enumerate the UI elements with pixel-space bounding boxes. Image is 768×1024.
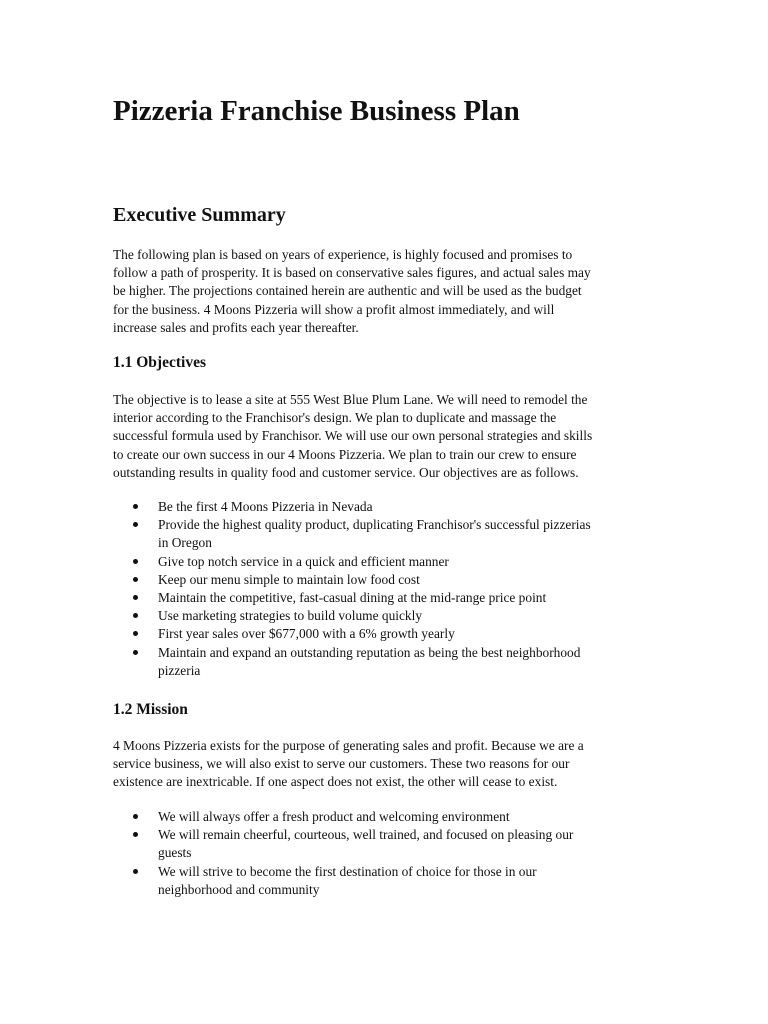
bullet-icon xyxy=(133,504,138,509)
bullet-icon xyxy=(133,814,138,819)
executive-summary-paragraph xyxy=(113,246,643,337)
bullet-icon xyxy=(133,522,138,527)
list-item: First year sales over $677,000 with a 6% growth yearly xyxy=(113,625,653,643)
paragraph-line: be higher. The projections contained herein are authentic and will be used as the budget xyxy=(113,283,582,299)
paragraph-line: The objective is to lease a site at 555 West Blue Plum Lane. We will need to remodel the xyxy=(113,392,588,407)
list-item: We will always offer a fresh product and welcoming environment xyxy=(113,808,653,826)
bullet-icon xyxy=(133,595,138,600)
bullet-icon xyxy=(133,577,138,582)
paragraph-line: interior according to the Franchisor's design. We plan to duplicate and massage the xyxy=(113,410,557,426)
paragraph-line: for the business. 4 Moons Pizzeria will show a profit almost immediately, and will xyxy=(113,301,555,317)
bullet-icon xyxy=(133,832,138,837)
list-item: Use marketing strategies to build volume quickly xyxy=(113,607,653,625)
paragraph-line: follow a path of prosperity. It is based on conservative sales figures, and actual sales may xyxy=(113,265,591,281)
paragraph-line: The following plan is based on years of experience, is highly focused and promises to xyxy=(113,247,573,262)
objectives-list xyxy=(113,498,653,680)
paragraph-line: successful formula used by Franchisor. We will use our own personal strategies and skills xyxy=(113,428,593,444)
list-item: Provide the highest quality product, duplicating Franchisor's successful pizzerias in Oregon xyxy=(113,516,653,552)
objectives-heading: 1.1 Objectives xyxy=(113,354,206,371)
list-item: Give top notch service in a quick and efficient manner xyxy=(113,553,653,571)
bullet-icon xyxy=(133,631,138,636)
list-item: We will remain cheerful, courteous, well trained, and focused on pleasing our guests xyxy=(113,826,653,862)
executive-summary-heading: Executive Summary xyxy=(113,204,286,226)
mission-list xyxy=(113,808,653,899)
list-item: Maintain and expand an outstanding reputation as being the best neighborhood pizzeria xyxy=(113,644,653,680)
bullet-icon xyxy=(133,613,138,618)
paragraph-line: to create our own success in our 4 Moons Pizzeria. We plan to train our crew to ensure xyxy=(113,446,577,462)
list-item: We will strive to become the first destination of choice for those in our neighborhood and community xyxy=(113,863,653,899)
objectives-paragraph xyxy=(113,391,643,482)
document-title: Pizzeria Franchise Business Plan xyxy=(113,95,520,127)
list-item: Maintain the competitive, fast-casual dining at the mid-range price point xyxy=(113,589,653,607)
list-item: Keep our menu simple to maintain low food cost xyxy=(113,571,653,589)
bullet-icon xyxy=(133,650,138,655)
mission-heading: 1.2 Mission xyxy=(113,701,188,718)
paragraph-line: existence are inextricable. If one aspect does not exist, the other will cease to exist. xyxy=(113,774,558,790)
paragraph-line: 4 Moons Pizzeria exists for the purpose of generating sales and profit. Because we are a xyxy=(113,738,584,753)
mission-paragraph xyxy=(113,737,643,792)
paragraph-line: service business, we will also exist to serve our customers. These two reasons for our xyxy=(113,756,570,772)
bullet-icon xyxy=(133,559,138,564)
list-item: Be the first 4 Moons Pizzeria in Nevada xyxy=(113,498,653,516)
paragraph-line: outstanding results in quality food and customer service. Our objectives are as follows. xyxy=(113,464,579,480)
bullet-icon xyxy=(133,869,138,874)
paragraph-line: increase sales and profits each year thereafter. xyxy=(113,319,359,335)
